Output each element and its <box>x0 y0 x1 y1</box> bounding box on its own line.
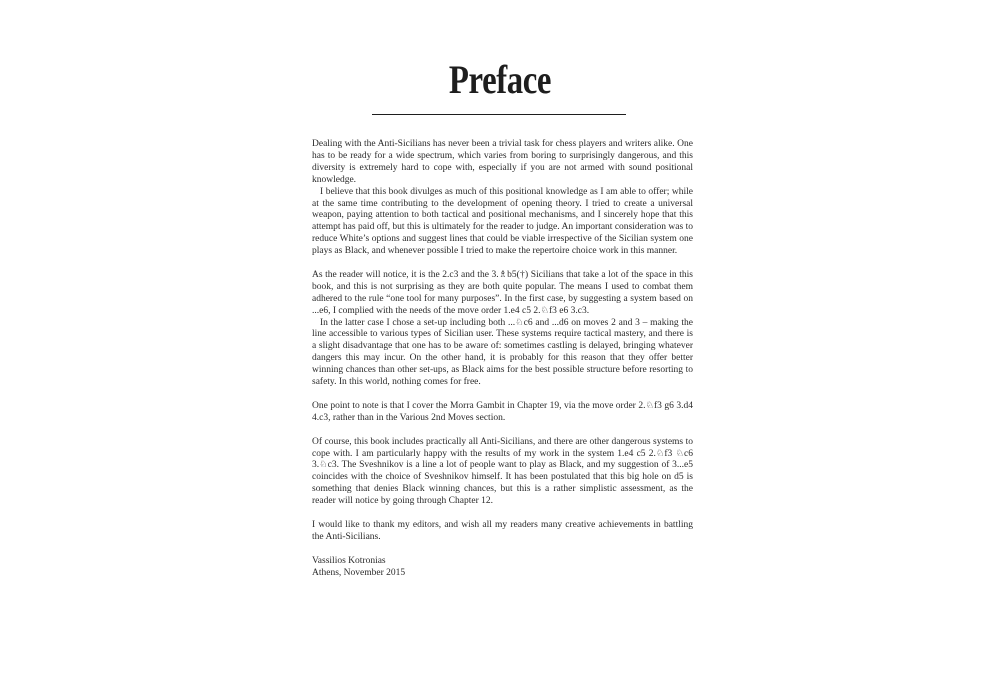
paragraph: Dealing with the Anti-Sicilians has never been a trivial task for chess players and writers alike. One has to be ready for a wide spectrum, which varies from boring to surprisingly dangerous, and this diversity is extremely hard to cope with, especially if you are not armed with sound positional knowledge. <box>312 139 693 185</box>
paragraph: I believe that this book divulges as much of this positional knowledge as I am able to offer; while at the same time contributing to the development of opening theory. I tried to create a universal weapon, paying attention to both tactical and positional mechanisms, and I sincerely hope that this attempt has paid off, but this is ultimately for the reader to judge. An important consideration was to reduce White’s options and suggest lines that could be viable irrespective of the Sicilian system one plays as Black, and whenever possible I tried to make the repertoire choice work in this manner. <box>312 186 693 257</box>
paragraph: In the latter case I chose a set-up including both ...♘c6 and ...d6 on moves 2 and 3 – making the line accessible to various types of Sicilian user. These systems require tactical mastery, and there is a slight disadvantage that one has to be aware of: sometimes castling is delayed, bringing whatever dangers this may incur. On the other hand, it is probably for this reason that they offer better winning chances than other set-ups, as Black aims for the best possible structure before resorting to safety. In this world, nothing comes for free. <box>312 317 693 388</box>
preface-body <box>312 139 693 579</box>
paragraph: I would like to thank my editors, and wish all my readers many creative achievements in battling the Anti-Sicilians. <box>312 519 693 542</box>
paragraph: As the reader will notice, it is the 2.c3 and the 3.♗b5(†) Sicilians that take a lot of the space in this book, and this is not surprising as they are both quite popular. The means I used to combat them adhered to the rule “one tool for many purposes”. In the first case, by suggesting a system based on ...e6, I complied with the needs of the move order 1.e4 c5 2.♘f3 e6 3.c3. <box>312 269 693 316</box>
paragraph-gap <box>312 425 693 437</box>
paragraph-gap <box>312 258 693 270</box>
paragraph: One point to note is that I cover the Morra Gambit in Chapter 19, via the move order 2.♘f3 g6 3.d4 4.c3, rather than in the Various 2nd Moves section. <box>312 400 693 423</box>
paragraph-gap <box>312 544 693 556</box>
title-underline <box>372 114 626 115</box>
place-date: Athens, November 2015 <box>312 567 406 578</box>
paragraph-gap <box>312 389 693 401</box>
author-name: Vassilios Kotronias <box>312 555 386 566</box>
paragraph-gap <box>312 508 693 520</box>
paragraph: Of course, this book includes practically all Anti-Sicilians, and there are other dangerous systems to cope with. I am particularly happy with the results of my work in the system 1.e4 c5 2.♘f3 ♘c6 3.♘c3. The Sveshnikov is a line a lot of people want to play as Black, and my suggestion of 3...e5 coincides with the choice of Sveshnikov himself. It has been postulated that this big hole on d5 is something that denies Black winning chances, but this is a rather simplistic assessment, as the reader will notice by going through Chapter 12. <box>312 436 693 507</box>
page-title: Preface <box>448 57 552 102</box>
